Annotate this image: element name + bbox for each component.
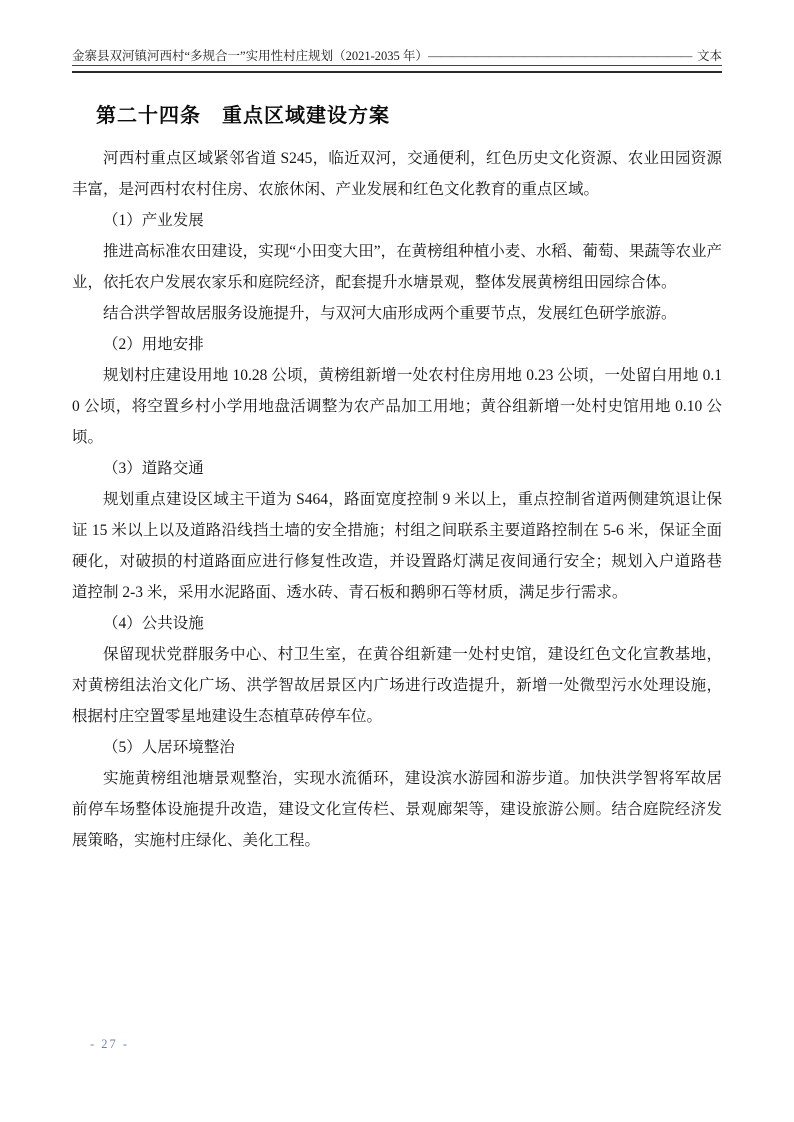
paragraph: 推进高标准农田建设，实现“小田变大田”，在黄榜组种植小麦、水稻、葡萄、果蔬等农业产业，依托农户发展农家乐和庭院经济，配套提升水塘景观，整体发展黄榜组田园综合体。 [72, 243, 722, 291]
item-heading: （1）产业发展 [103, 212, 204, 229]
document-body [72, 143, 722, 856]
section-title: 第二十四条 重点区域建设方案 [96, 105, 390, 127]
item-heading: （3）道路交通 [103, 460, 204, 477]
paragraph: 结合洪学智故居服务设施提升，与双河大庙形成两个重要节点，发展红色研学旅游。 [103, 305, 677, 322]
header-doc-type-label: 文本 [696, 49, 722, 63]
page-header [72, 48, 722, 73]
paragraph: 实施黄榜组池塘景观整治，实现水流循环，建设滨水游园和游步道。加快洪学智将军故居前停车场整体设施提升改造，建设文化宣传栏、景观廊架等，建设旅游公厕。结合庭院经济发展策略，实施村庄绿化、美化工程。 [72, 770, 722, 849]
paragraph: 保留现状党群服务中心、村卫生室，在黄谷组新建一处村史馆，建设红色文化宣教基地，对黄榜组法治文化广场、洪学智故居景区内广场进行改造提升，新增一处微型污水处理设施，根据村庄空置零星地建设生态植草砖停车位。 [72, 646, 722, 725]
paragraph: 规划重点建设区域主干道为 S464，路面宽度控制 9 米以上，重点控制省道两侧建筑退让保证 15 米以上以及道路沿线挡土墙的安全措施；村组之间联系主要道路控制在 5-6 米，保证全面硬化，对破损的村道路面应进行修复性改造，并设置路灯满足夜间通行安全；规划入户道路巷道控制 2-3 米，采用水泥路面、透水砖、青石板和鹅卵石等材质，满足步行需求。 [72, 491, 722, 601]
header-document-title: 金寨县双河镇河西村“多规合一”实用性村庄规划（2021-2035 年） [72, 49, 428, 63]
page-header-line [72, 48, 722, 66]
paragraph: 规划村庄建设用地 10.28 公顷，黄榜组新增一处农村住房用地 0.23 公顷，一处留白用地 0.10 公顷，将空置乡村小学用地盘活调整为农产品加工用地；黄谷组新增一处村史馆用地 0.10 公顷。 [72, 367, 722, 446]
header-dash-filler: —————————————————————— [427, 49, 692, 63]
item-heading: （2）用地安排 [103, 336, 204, 353]
item-heading: （5）人居环境整治 [103, 739, 235, 756]
item-heading: （4）公共设施 [103, 615, 204, 632]
paragraph: 河西村重点区域紧邻省道 S245，临近双河，交通便利，红色历史文化资源、农业田园资源丰富，是河西村农村住房、农旅休闲、产业发展和红色文化教育的重点区域。 [72, 150, 722, 198]
page-number: - 27 - [90, 1037, 130, 1051]
